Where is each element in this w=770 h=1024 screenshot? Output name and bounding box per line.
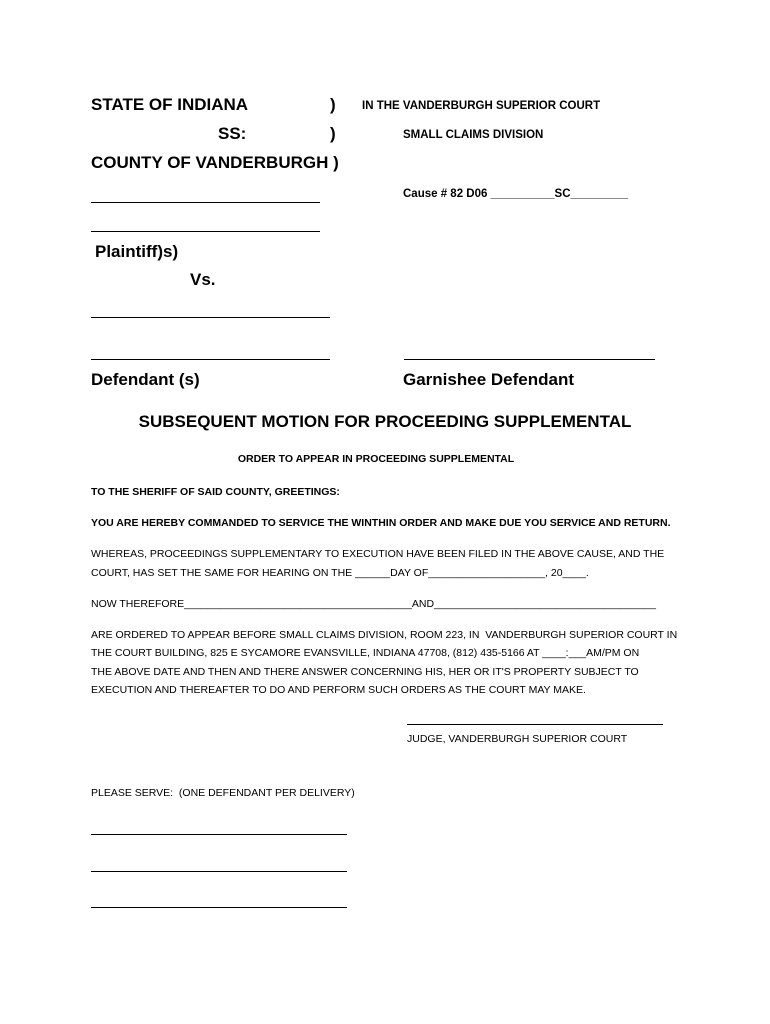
ss-label: SS:	[218, 124, 247, 143]
serve-line-3[interactable]	[91, 907, 347, 908]
plaintiff-label: Plaintiff)s)	[95, 242, 179, 261]
ordered-line-1: ARE ORDERED TO APPEAR BEFORE SMALL CLAIMS DIVISION, ROOM 223, IN VANDERBURGH SUPERIOR COURT IN	[91, 629, 678, 641]
garnishee-label: Garnishee Defendant	[403, 370, 574, 389]
state-label: STATE OF INDIANA	[91, 95, 249, 114]
ordered-line-4: EXECUTION AND THEREAFTER TO DO AND PERFORM SUCH ORDERS AS THE COURT MAY MAKE.	[91, 684, 586, 696]
ordered-line-2: THE COURT BUILDING, 825 E SYCAMORE EVANSVILLE, INDIANA 47708, (812) 435-5166 AT ____:___AM/PM ON	[91, 647, 640, 659]
caption-paren: )	[330, 124, 336, 143]
document-subtitle: ORDER TO APPEAR IN PROCEEDING SUPPLEMENTAL	[237, 453, 515, 465]
defendant-line-1[interactable]	[91, 317, 330, 318]
plaintiff-line-2[interactable]	[91, 231, 320, 232]
now-therefore-line: NOW THEREFORE_______________________________________AND______________________________________	[91, 598, 656, 610]
judge-signature-line[interactable]	[407, 724, 663, 725]
judge-signature-label: JUDGE, VANDERBURGH SUPERIOR COURT	[407, 733, 628, 745]
defendant-label: Defendant (s)	[91, 370, 200, 389]
county-label: COUNTY OF VANDERBURGH )	[91, 153, 339, 172]
greeting: TO THE SHERIFF OF SAID COUNTY, GREETINGS:	[91, 486, 340, 498]
plaintiff-line-1[interactable]	[91, 202, 320, 203]
versus-label: Vs.	[190, 270, 216, 289]
please-serve-label: PLEASE SERVE: (ONE DEFENDANT PER DELIVERY)	[91, 787, 355, 799]
garnishee-line[interactable]	[404, 359, 655, 360]
serve-line-1[interactable]	[91, 834, 347, 835]
caption-paren: )	[330, 95, 336, 114]
ordered-line-3: THE ABOVE DATE AND THEN AND THERE ANSWER CONCERNING HIS, HER OR IT'S PROPERTY SUBJECT TO	[91, 666, 639, 678]
division-label: SMALL CLAIMS DIVISION	[403, 129, 544, 141]
serve-line-2[interactable]	[91, 871, 347, 872]
command-text: YOU ARE HEREBY COMMANDED TO SERVICE THE WINTHIN ORDER AND MAKE DUE YOU SERVICE AND RETURN.	[91, 517, 671, 529]
defendant-line-2[interactable]	[91, 359, 330, 360]
court-name: IN THE VANDERBURGH SUPERIOR COURT	[362, 100, 601, 112]
whereas-line-1: WHEREAS, PROCEEDINGS SUPPLEMENTARY TO EXECUTION HAVE BEEN FILED IN THE ABOVE CAUSE, AND THE	[91, 548, 665, 560]
whereas-line-2: COURT, HAS SET THE SAME FOR HEARING ON THE ______DAY OF____________________, 20____.	[91, 567, 589, 579]
cause-number: Cause # 82 D06 __________SC_________	[403, 188, 629, 200]
document-title: SUBSEQUENT MOTION FOR PROCEEDING SUPPLEMENTAL	[138, 412, 632, 431]
